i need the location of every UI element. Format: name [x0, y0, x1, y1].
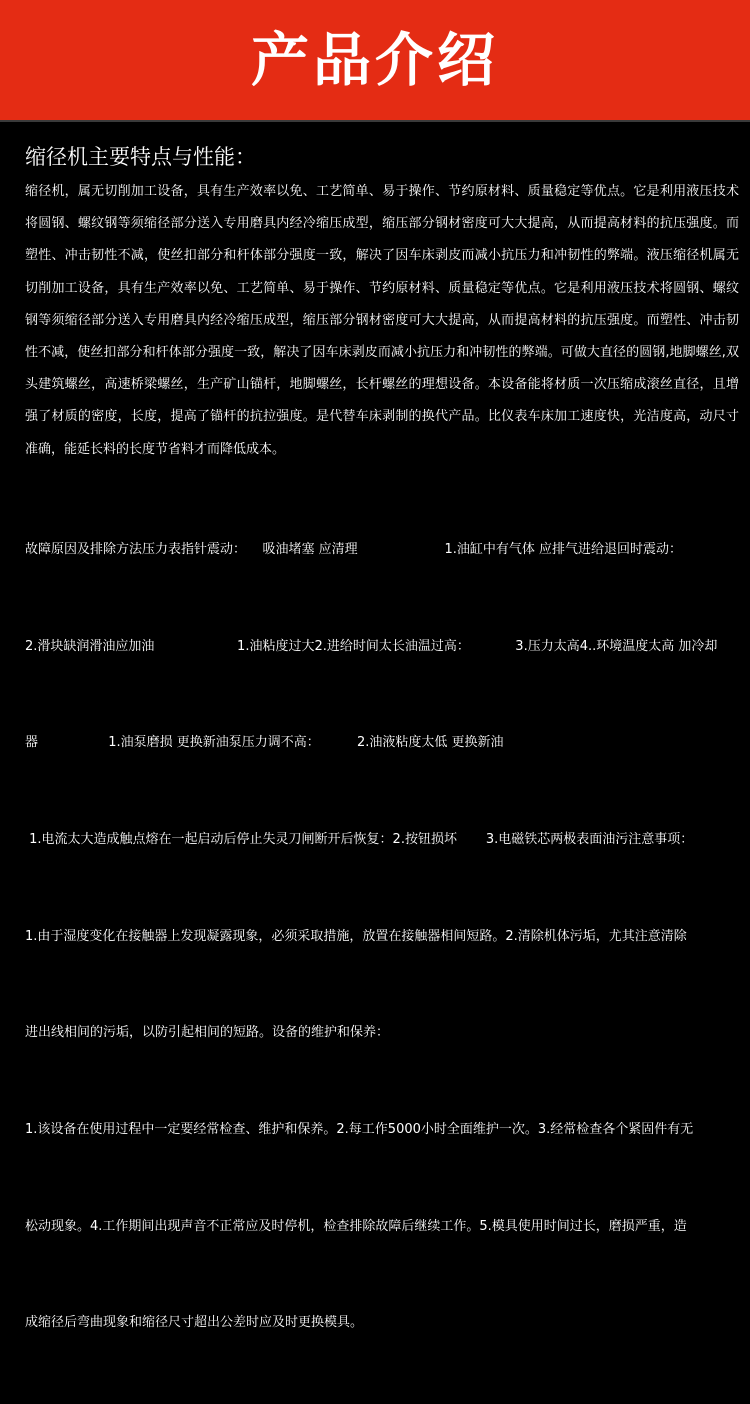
fault-line: 成缩径后弯曲现象和缩径尺寸超出公差时应及时更换模具。 — [25, 1315, 364, 1331]
banner-title: 产品介绍 — [250, 26, 499, 94]
fault-line: 器 1.油泵磨损 更换新油泵压力调不高： 2.油液粘度太低 更换新油 — [25, 735, 504, 751]
fault-maintenance-block — [25, 470, 739, 1404]
fault-line: 1.电流太大造成触点熔在一起启动后停止失灵刀闸断开后恢复：2.按钮损坏 3.电磁铁芯两极表面油污注意事项： — [25, 832, 694, 848]
fault-line: 故障原因及排除方法压力表指针震动： 吸油堵塞 应清理 1.油缸中有气体 应排气进给退回时震动： — [25, 542, 682, 558]
fault-line: 2.滑块缺润滑油应加油 1.油粘度过大2.进给时间太长油温过高： 3.压力太高4..环境温度太高 加冷却 — [25, 638, 718, 654]
fault-line: 1.由于湿度变化在接触器上发现凝露现象，必须采取措施，放置在接触器相间短路。2.清除机体污垢，尤其注意清除 — [25, 928, 687, 944]
fault-line: 进出线相间的污垢，以防引起相间的短路。设备的维护和保养： — [25, 1025, 390, 1041]
fault-line: 松动现象。4.工作期间出现声音不正常应及时停机，检查排除故障后继续工作。5.模具使用时间过长，磨损严重，造 — [25, 1218, 687, 1234]
content-area — [0, 122, 750, 1404]
title-banner — [0, 0, 750, 120]
feature-paragraph: 缩径机，属无切削加工设备，具有生产效率以免、工艺简单、易于操作、节约原材料、质量稳定等优点。它是利用液压技术将圆钢、螺纹钢等须缩径部分送入专用磨具内经冷缩压成型，缩压部分钢材密度可大大提高，从而提高材料的抗压强度。而塑性、冲击韧性不减，使丝扣部分和杆体部分强度一致，解决了因车床剥皮而减小抗压力和冲韧性的弊端。液压缩径机属无切削加工设备，具有生产效率以免、工艺简单、易于操作、节约原材料、质量稳定等优点。它是利用液压技术将圆钢、螺纹钢等须缩径部分送入专用磨具内经冷缩压成型，缩压部分钢材密度可大大提高，从而提高材料的抗压强度。而塑性、冲击韧性不减，使丝扣部分和杆体部分强度一致，解决了因车床剥皮而减小抗压力和冲韧性的弊端。可做大直径的圆钢,地脚螺丝,双头建筑螺丝，高速桥梁螺丝，生产矿山锚杆，地脚螺丝，长杆螺丝的理想设备。本设备能将材质一次压缩成滚丝直径，且增强了材质的密度，长度，提高了锚杆的抗拉强度。是代替车床剥制的换代产品。比仪表车床加工速度快，光洁度高，动尺寸准确，能延长料的长度节省料才而降低成本。 — [25, 184, 739, 457]
fault-line: 1.该设备在使用过程中一定要经常检查、维护和保养。2.每工作5000小时全面维护一次。3.经常检查各个紧固件有无 — [25, 1121, 694, 1137]
section-heading: 缩径机主要特点与性能： — [25, 145, 256, 169]
